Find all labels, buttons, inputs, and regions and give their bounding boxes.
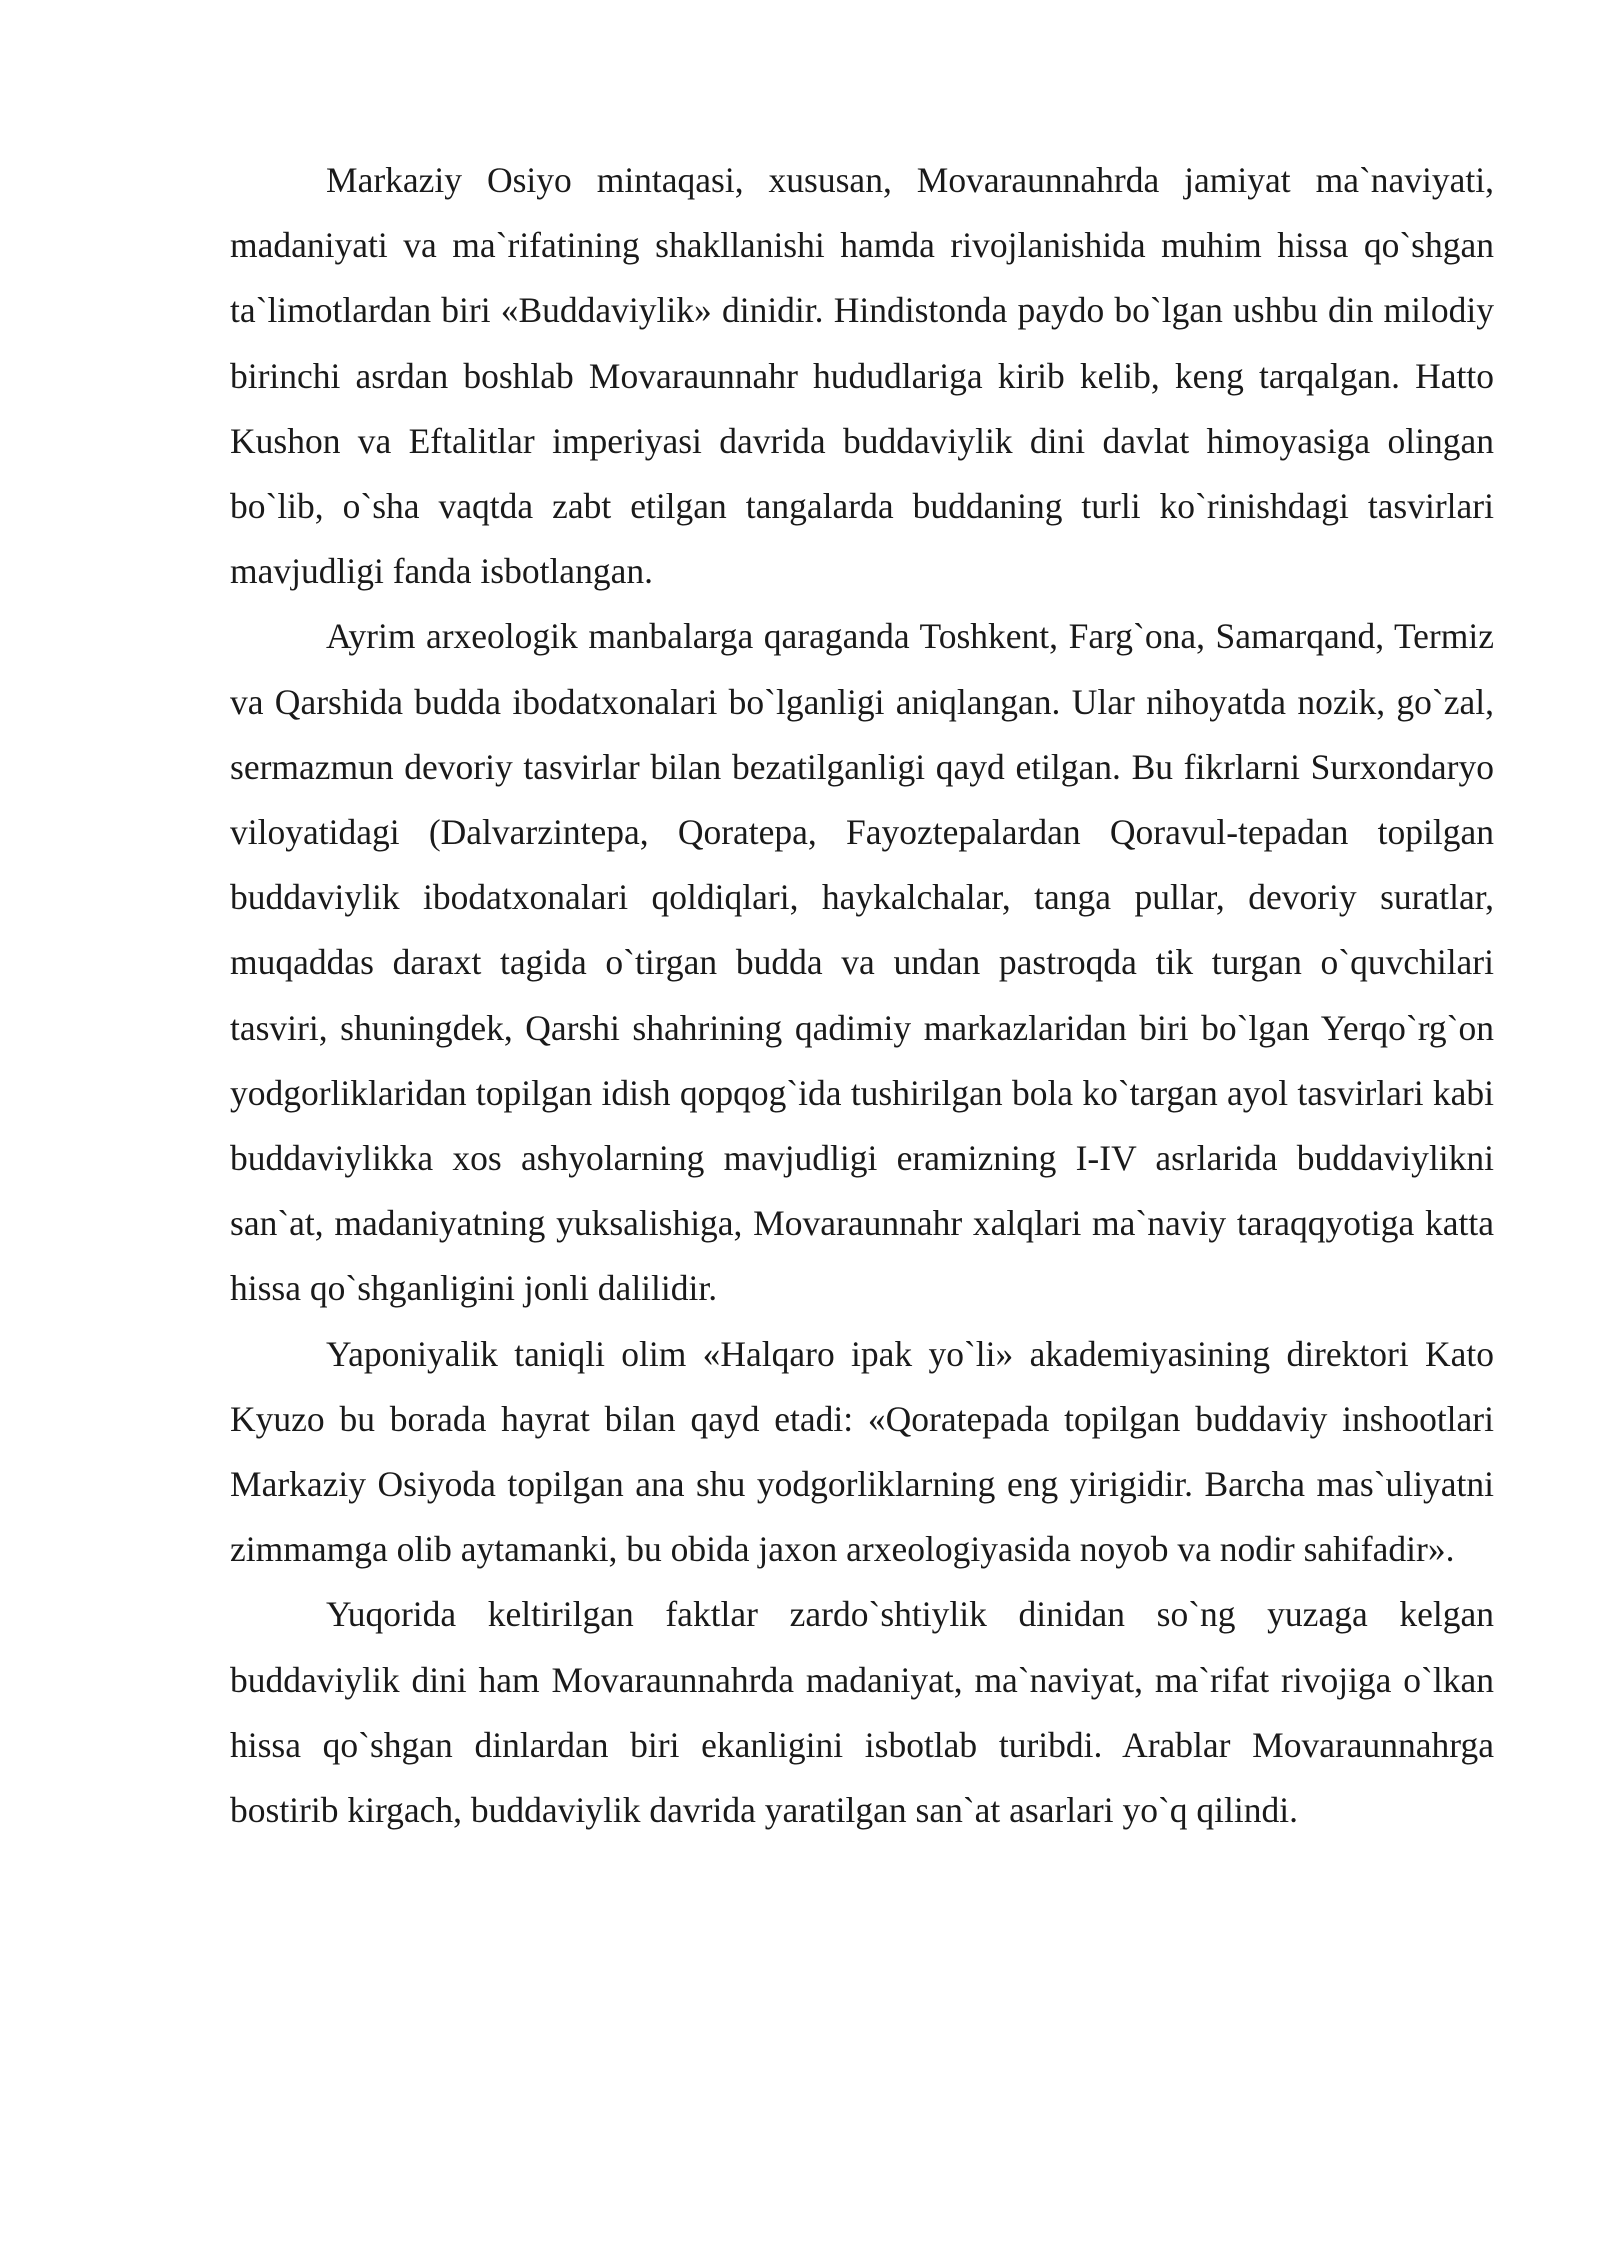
paragraph-kato-kyuzo-quote: Yaponiyalik taniqli olim «Halqaro ipak yo`li» akademiyasining direktori Kato Kyuzo bu borada hayrat bilan qayd etadi: «Qoratepada topilgan buddaviy inshootlari Markaziy Osiyoda topilgan ana shu yodgorliklarning eng yirigidir. Barcha mas`uliyatni zimmamga olib aytamanki, bu obida jaxon arxeologiyasida noyob va nodir sahifadir». xyxy=(230,1333,1494,1570)
paragraph-archaeological-sources: Ayrim arxeologik manbalarga qaraganda Toshkent, Farg`ona, Samarqand, Termiz va Qarshida budda ibodatxonalari bo`lganligi aniqlangan. Ular nihoyatda nozik, go`zal, sermazmun devoriy tasvirlar bilan bezatilganligi qayd etilgan. Bu fikrlarni Surxondaryo viloyatidagi (Dalvarzintepa, Qoratepa, Fayoztepalardan Qoravul-tepadan topilgan buddaviylik ibodatxonalari qoldiqlari, haykalchalar, tanga pullar, devoriy suratlar, muqaddas daraxt tagida o`tirgan budda va undan pastroqda tik turgan o`quvchilari tasviri, shuningdek, Qarshi shahrining qadimiy markazlaridan biri bo`lgan Yerqo`rg`on yodgorliklaridan topilgan idish qopqog`ida tushirilgan bola ko`targan ayol tasvirlari kabi buddaviylikka xos ashyolarning mavjudligi eramizning I-IV asrlarida buddaviylikni san`at, madaniyatning yuksalishiga, Movaraunnahr xalqlari ma`naviy taraqqyotiga katta hissa qo`shganligini jonli dalilidir. xyxy=(230,616,1494,1309)
body-text xyxy=(230,148,1494,1843)
paragraph-buddhism-intro: Markaziy Osiyo mintaqasi, xususan, Movaraunnahrda jamiyat ma`naviyati, madaniyati va ma`rifatining shakllanishi hamda rivojlanishida muhim hissa qo`shgan ta`limotlardan biri «Buddaviylik» dinidir. Hindistonda paydo bo`lgan ushbu din milodiy birinchi asrdan boshlab Movaraunnahr hududlariga kirib kelib, keng tarqalgan. Hatto Kushon va Eftalitlar imperiyasi davrida buddaviylik dini davlat himoyasiga olingan bo`lib, o`sha vaqtda zabt etilgan tangalarda buddaning turli ko`rinishdagi tasvirlari mavjudligi fanda isbotlangan. xyxy=(230,160,1494,592)
paragraph-conclusion: Yuqorida keltirilgan faktlar zardo`shtiylik dinidan so`ng yuzaga kelgan buddaviylik dini ham Movaraunnahrda madaniyat, ma`naviyat, ma`rifat rivojiga o`lkan hissa qo`shgan dinlardan biri ekanligini isbotlab turibdi. Arablar Movaraunnahrga bostirib kirgach, buddaviylik davrida yaratilgan san`at asarlari yo`q qilindi. xyxy=(230,1594,1494,1831)
